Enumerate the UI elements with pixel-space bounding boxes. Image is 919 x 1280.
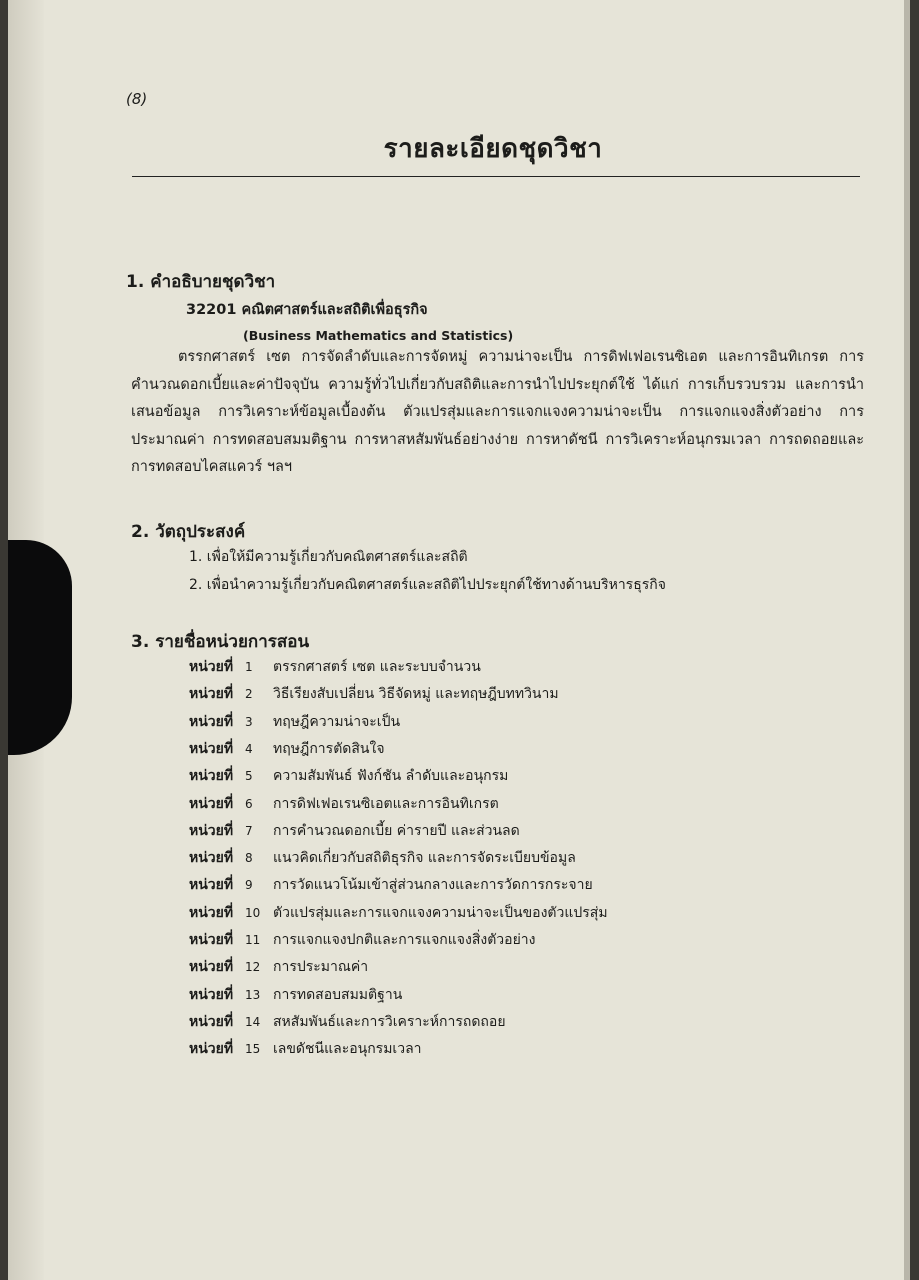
unit-title: เลขดัชนีและอนุกรมเวลา xyxy=(273,1041,422,1058)
unit-row xyxy=(189,765,508,787)
unit-label: หน่วยที่ xyxy=(189,795,234,812)
unit-label: หน่วยที่ xyxy=(189,904,234,921)
unit-label: หน่วยที่ xyxy=(189,713,234,730)
unit-number: 15 xyxy=(245,1042,261,1057)
unit-title: วิธีเรียงสับเปลี่ยน วิธีจัดหมู่ และทฤษฎีบททวินาม xyxy=(273,686,559,703)
unit-row xyxy=(189,984,402,1006)
unit-number: 2 xyxy=(245,687,253,702)
unit-number: 7 xyxy=(245,823,253,838)
unit-label: หน่วยที่ xyxy=(189,659,234,675)
unit-row xyxy=(189,847,576,869)
unit-title: ความสัมพันธ์ ฟังก์ชัน ลำดับและอนุกรม xyxy=(273,768,509,785)
unit-title: ตรรกศาสตร์ เซต และระบบจำนวน xyxy=(273,659,481,675)
section-heading-objectives: 2. วัตถุประสงค์ xyxy=(131,522,246,542)
unit-row xyxy=(189,793,499,815)
unit-number: 8 xyxy=(245,851,253,866)
unit-title: ทฤษฎีความน่าจะเป็น xyxy=(273,713,401,730)
unit-label: หน่วยที่ xyxy=(189,986,234,1003)
course-description: ตรรกศาสตร์ เซต การจัดลำดับและการจัดหมู่ ความน่าจะเป็น การดิฟเฟอเรนซิเอต และการอินทิเกรต การคำนวณดอกเบี้ยและค่าปัจจุบัน ความรู้ทั่วไปเกี่ยวกับสถิติและการนำไปประยุกต์ใช้ ได้แก่ การเก็บรวบรวม และการนำเสนอข้อมูล การวิเคราะห์ข้อมูลเบื้องต้น ตัวแปรสุ่มและการแจกแจงความน่าจะเป็น การแจกแจงสิ่งตัวอย่าง การประมาณค่า การทดสอบสมมติฐาน การหาสหสัมพันธ์อย่างง่าย การหาดัชนี การวิเคราะห์อนุกรมเวลา การถดถอยและการทดสอบไคสแควร์ ฯลฯ xyxy=(131,349,864,475)
unit-row xyxy=(189,738,385,760)
unit-title: การดิฟเฟอเรนซิเอตและการอินทิเกรต xyxy=(273,795,499,812)
page-edge-right xyxy=(904,0,910,1280)
objective-item: 1. เพื่อให้มีความรู้เกี่ยวกับคณิตศาสตร์และสถิติ xyxy=(189,549,468,565)
unit-row xyxy=(189,656,481,678)
unit-title: แนวคิดเกี่ยวกับสถิติธุรกิจ และการจัดระเบียบข้อมูล xyxy=(273,850,576,867)
scanner-thumb-shadow xyxy=(8,540,72,755)
unit-row xyxy=(189,929,535,951)
unit-row xyxy=(189,1038,422,1060)
unit-title: การทดสอบสมมติฐาน xyxy=(273,986,403,1003)
unit-number: 14 xyxy=(245,1014,261,1029)
unit-title: การประมาณค่า xyxy=(273,959,369,976)
unit-title: ทฤษฎีการตัดสินใจ xyxy=(273,740,385,757)
unit-number: 6 xyxy=(245,796,253,811)
unit-number: 4 xyxy=(245,741,253,756)
unit-label: หน่วยที่ xyxy=(189,1013,234,1030)
unit-label: หน่วยที่ xyxy=(189,877,234,894)
unit-title: การคำนวณดอกเบี้ย ค่ารายปี และส่วนลด xyxy=(273,822,520,839)
document-page xyxy=(8,0,910,1280)
unit-row xyxy=(189,1011,506,1033)
unit-row xyxy=(189,956,368,978)
unit-label: หน่วยที่ xyxy=(189,768,234,785)
title-underline xyxy=(132,176,860,177)
unit-label: หน่วยที่ xyxy=(189,686,234,703)
unit-label: หน่วยที่ xyxy=(189,1041,234,1058)
unit-row xyxy=(189,874,593,896)
unit-row xyxy=(189,902,608,924)
unit-label: หน่วยที่ xyxy=(189,850,234,867)
course-code-title: 32201 คณิตศาสตร์และสถิติเพื่อธุรกิจ xyxy=(186,302,428,318)
section-heading-units: 3. รายชื่อหน่วยการสอน xyxy=(131,632,310,652)
unit-number: 1 xyxy=(245,660,253,674)
unit-number: 12 xyxy=(245,960,261,975)
unit-row xyxy=(189,820,520,842)
objective-item: 2. เพื่อนำความรู้เกี่ยวกับคณิตศาสตร์และสถิติไปประยุกต์ใช้ทางด้านบริหารธุรกิจ xyxy=(189,577,666,593)
unit-number: 5 xyxy=(245,769,253,784)
unit-label: หน่วยที่ xyxy=(189,740,234,757)
unit-number: 11 xyxy=(245,933,261,947)
unit-row xyxy=(189,711,400,733)
unit-number: 3 xyxy=(245,714,253,729)
page-title: รายละเอียดชุดวิชา xyxy=(383,134,603,164)
page-number: (8) xyxy=(126,90,148,108)
unit-label: หน่วยที่ xyxy=(189,822,234,839)
unit-row xyxy=(189,683,559,705)
unit-title: การวัดแนวโน้มเข้าสู่ส่วนกลางและการวัดการกระจาย xyxy=(273,877,593,894)
unit-title: การแจกแจงปกติและการแจกแจงสิ่งตัวอย่าง xyxy=(273,932,536,948)
unit-number: 10 xyxy=(245,905,261,920)
unit-label: หน่วยที่ xyxy=(189,959,234,976)
unit-number: 13 xyxy=(245,987,261,1002)
course-english-title: (Business Mathematics and Statistics) xyxy=(243,328,514,343)
unit-title: ตัวแปรสุ่มและการแจกแจงความน่าจะเป็นของตัวแปรสุ่ม xyxy=(273,904,608,921)
unit-label: หน่วยที่ xyxy=(189,932,234,948)
section-heading-description: 1. คำอธิบายชุดวิชา xyxy=(126,272,276,292)
unit-title: สหสัมพันธ์และการวิเคราะห์การถดถอย xyxy=(273,1013,506,1030)
unit-number: 9 xyxy=(245,878,253,893)
